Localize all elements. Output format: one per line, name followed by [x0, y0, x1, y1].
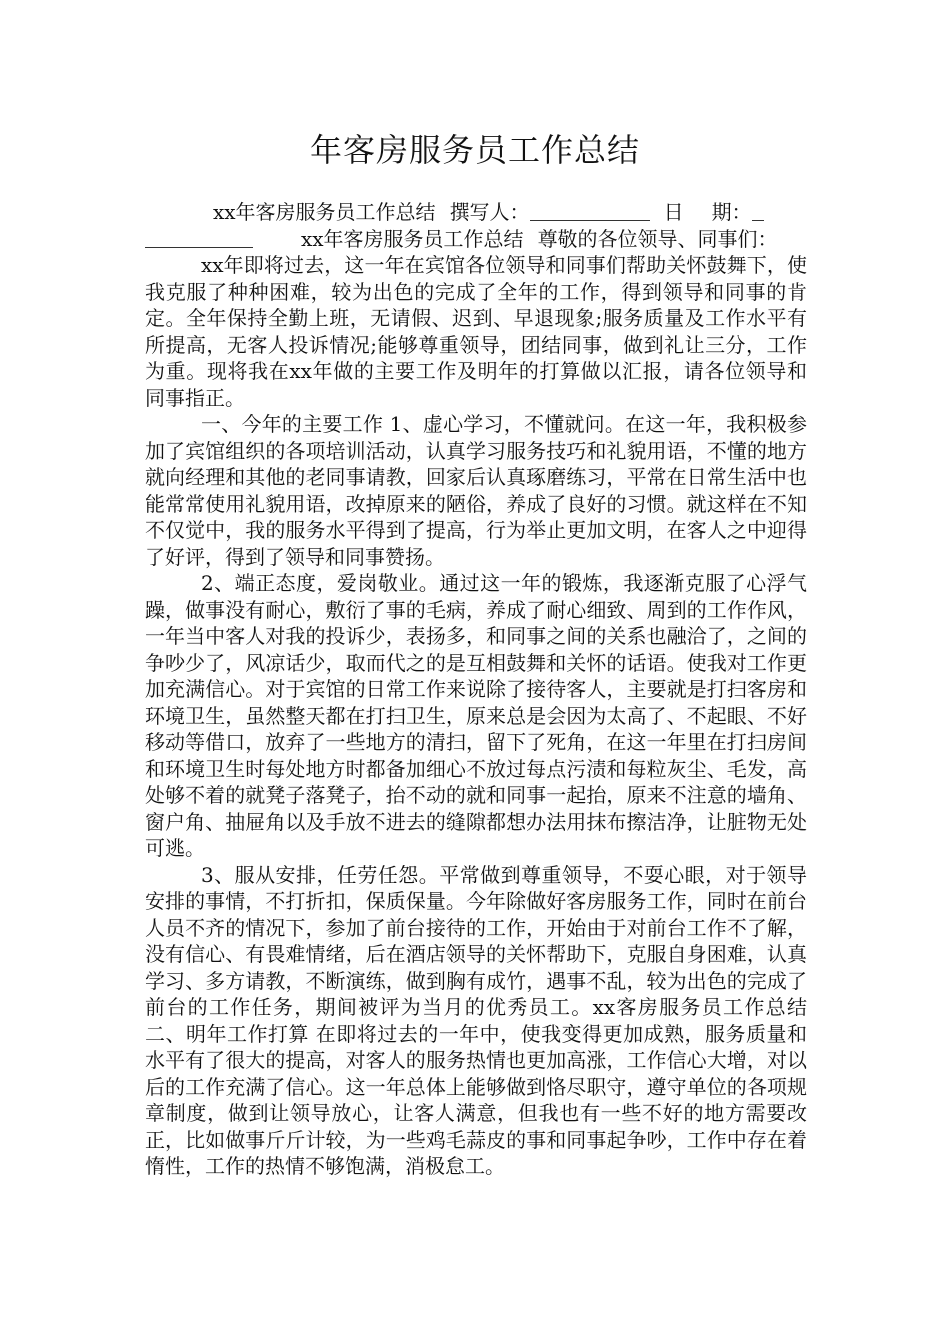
- body-paragraph-3: 2、端正态度，爱岗敬业。通过这一年的锻炼，我逐渐克服了心浮气躁，做事没有耐心，敷衍了事的毛病，养成了耐心细致、周到的工作作风，一年当中客人对我的投诉少，表扬多，和同事之间的关系也融洽了，之间的争吵少了，风凉话少，取而代之的是互相鼓舞和关怀的话语。使我对工作更加充满信心。对于宾馆的日常工作来说除了接待客人，主要就是打扫客房和环境卫生，虽然整天都在打扫卫生，原来总是会因为太高了、不起眼、不好移动等借口，放弃了一些地方的清扫，留下了死角，在这一年里在打扫房间和环境卫生时每处地方时都备加细心不放过每点污渍和每粒灰尘、毛发，高处够不着的就凳子落凳子，抬不动的就和同事一起抬，原来不注意的墙角、窗户角、抽屉角以及手放不进去的缝隙都想办法用抹布擦洁净，让脏物无处可逃。: [145, 571, 807, 860]
- body-paragraph-2: 一、今年的主要工作 1、虚心学习，不懂就问。在这一年，我积极参加了宾馆组织的各项培训活动，认真学习服务技巧和礼貌用语，不懂的地方就向经理和其他的老同事请教，回家后认真琢磨练习，平常在日常生活中也能常常使用礼貌用语，改掉原来的陋俗，养成了良好的习惯。就这样在不知不仅觉中，我的服务水平得到了提高，行为举止更加文明，在客人之中迎得了好评，得到了领导和同事赞扬。: [145, 412, 807, 569]
- author-blank: [530, 202, 650, 221]
- date-blank-start: [752, 202, 764, 221]
- document-title: 年客房服务员工作总结: [309, 131, 640, 169]
- header-subject-repeat: xx年客房服务员工作总结: [301, 226, 524, 251]
- date-label-2: 期：: [711, 200, 752, 224]
- header-subject: xx年客房服务员工作总结: [213, 200, 436, 224]
- header-line: [145, 199, 807, 226]
- date-blank-end: [145, 229, 253, 248]
- header-line-2: [145, 226, 807, 253]
- document-body: [145, 199, 807, 1180]
- salutation: 尊敬的各位领导、同事们：: [537, 226, 778, 251]
- body-paragraph-4: 3、服从安排，任劳任怨。平常做到尊重领导，不耍心眼，对于领导安排的事情，不打折扣，保质保量。今年除做好客房服务工作，同时在前台人员不齐的情况下，参加了前台接待的工作，开始由于对前台工作不了解，没有信心、有畏难情绪，后在酒店领导的关怀帮助下，克服自身困难，认真学习、多方请教，不断演练，做到胸有成竹，遇事不乱，较为出色的完成了前台的工作任务，期间被评为当月的优秀员工。xx客房服务员工作总结 二、明年工作打算 在即将过去的一年中，使我变得更加成熟，服务质量和水平有了很大的提高，对客人的服务热情也更加高涨，工作信心大增，对以后的工作充满了信心。这一年总体上能够做到恪尽职守，遵守单位的各项规章制度，做到让领导放心，让客人满意，但我也有一些不好的地方需要改正，比如做事斤斤计较，为一些鸡毛蒜皮的事和同事起争吵，工作中存在着惰性，工作的热情不够饱满，消极怠工。: [145, 862, 807, 1178]
- author-label: 撰写人：: [449, 200, 530, 224]
- date-label-1: 日: [663, 200, 684, 224]
- body-paragraph-1: xx年即将过去，这一年在宾馆各位领导和同事们帮助关怀鼓舞下，使我克服了种种困难，较为出色的完成了全年的工作，得到领导和同事的肯定。全年保持全勤上班，无请假、迟到、早退现象;服务质量及工作水平有所提高，无客人投诉情况;能够尊重领导，团结同事，做到礼让三分，工作为重。现将我在xx年做的主要工作及明年的打算做以汇报，请各位领导和同事指正。: [145, 253, 807, 410]
